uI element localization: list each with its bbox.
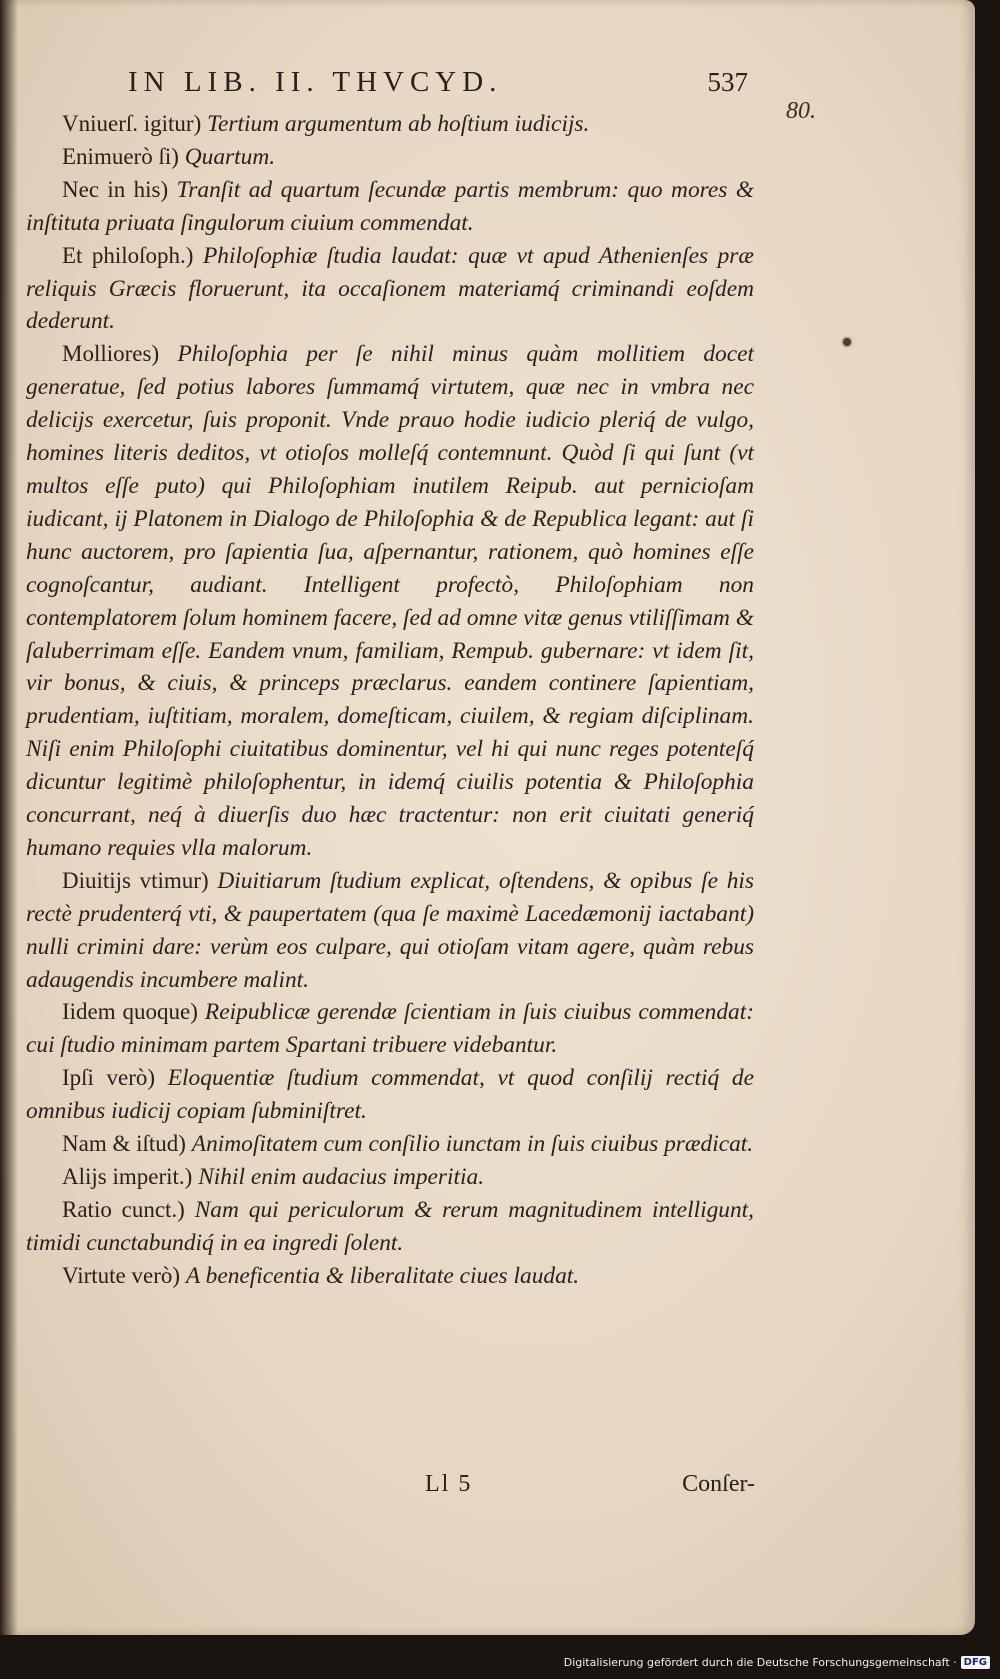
entry-lemma: Diuitijs vtimur) bbox=[62, 867, 209, 893]
entry-commentary: Eloquentiæ ſtudium commendat, vt quod conſilij rectiq́ de omnibus iudicij copiam ſubminiſtret. bbox=[26, 1065, 754, 1125]
ink-spot bbox=[843, 338, 851, 346]
page-footer bbox=[425, 1471, 755, 1498]
entry-commentary: Nam qui periculorum & rerum magnitudinem intelligunt, timidi cunctabundiq́ in ea ingredi ſolent. bbox=[26, 1196, 754, 1256]
entry-commentary: Tertium argumentum ab hoſtium iudicijs. bbox=[207, 111, 590, 137]
entry-commentary: Philoſophia per ſe nihil minus quàm mollitiem docet generatue, ſed potius labores ſummamq́ virtutem, quæ nec in vmbra nec delicijs exercetur, ſuis proponit. Vnde prauo hodie iudicio pleriq́ de vulgo, homines literis deditos, vt otioſos molleſq́ contemnunt. Quòd ſi qui ſunt (vt multos eſſe puto) qui Philoſophiam inutilem Reipub. aut pernicioſam iudicant, ij Platonem in Dialogo de Philoſophia & de Republica legant: aut ſi hunc auctorem, pro ſapientia ſua, aſpernantur, rationem, quò homines eſſe cognoſcantur, audiant. Intelligent profectò, Philoſophiam non contemplatorem ſolum hominem facere, ſed ad omne vitæ genus vtiliſſimam & ſaluberrimam eſſe. Eandem vnum, familiam, Rempub. gubernare: vt idem ſit, vir bonus, & ciuis, & princeps præclarus. eandem continere ſapientiam, prudentiam, iuſtitiam, moralem, domeſticam, ciuilem, & regiam diſciplinam. Niſi enim Philoſophi ciuitatibus dominentur, vel hi qui nunc reges potenteſq́ dicuntur legitimè philoſophentur, in idemq́ ciuilis potentia & Philoſophia concurrant, neq́ à diuerſis duo hæc tractentur: non erit ciuitati generiq́ humano requies vlla malorum. bbox=[26, 341, 754, 861]
entry-ipsi-vero bbox=[26, 1062, 754, 1128]
entry-commentary: Diuitiarum ſtudium explicat, oſtendens, & opibus ſe his rectè prudenterq́ vti, & paupertatem (qua ſe maximè Lacedæmonij iactabant) nulli crimini dare: verùm eos culpare, qui otioſam vitam agere, quàm rebus adaugendis incumbere malint. bbox=[26, 867, 754, 993]
digitization-credit bbox=[564, 1656, 990, 1669]
entry-commentary: Animoſitatem cum conſilio iunctam in ſuis ciuibus prædicat. bbox=[191, 1131, 754, 1158]
signature-mark: Ll 5 bbox=[425, 1471, 473, 1497]
running-title: IN LIB. II. THVCYD. bbox=[128, 66, 503, 98]
entry-lemma: Nam & iſtud) bbox=[62, 1131, 186, 1157]
entry-lemma: Vniuerſ. igitur) bbox=[62, 111, 202, 136]
entry-commentary: Philoſophiæ ſtudia laudat: quæ vt apud Athenienſes præ reliquis Græcis floruerunt, ita occaſionem materiamq́ criminandi eoſdem dederunt. bbox=[26, 242, 754, 335]
entry-alijs-imperit bbox=[26, 1161, 754, 1194]
entry-enimuero bbox=[26, 141, 754, 174]
page-number: 537 bbox=[707, 67, 748, 97]
entry-commentary: Tranſit ad quartum ſecundæ partis membrum: quo mores & inſtituta priuata ſingulorum ciuium commendat. bbox=[26, 176, 754, 236]
entry-diuitijs bbox=[26, 865, 754, 997]
entry-vniuers bbox=[26, 108, 754, 141]
dfg-logo-icon: DFG bbox=[961, 1656, 990, 1669]
entry-lemma: Molliores) bbox=[62, 341, 160, 367]
entry-commentary: A beneficentia & liberalitate ciues laudat. bbox=[185, 1262, 580, 1289]
page-gutter-shadow bbox=[0, 0, 18, 1635]
entry-lemma: Ipſi verò) bbox=[62, 1065, 156, 1091]
commentary-text bbox=[26, 108, 754, 1293]
margin-note: 80. bbox=[786, 98, 816, 124]
entry-lemma: Et philoſoph.) bbox=[62, 242, 194, 268]
credit-text: Digitalisierung gefördert durch die Deutsche Forschungsgemeinschaft · bbox=[563, 1656, 957, 1669]
entry-iidem bbox=[26, 996, 754, 1062]
entry-nam-istud bbox=[26, 1128, 754, 1161]
entry-commentary: Quartum. bbox=[184, 143, 276, 170]
entry-virtute-vero bbox=[26, 1260, 754, 1293]
entry-ratio-cunct bbox=[26, 1194, 754, 1260]
entry-molliores bbox=[26, 338, 754, 865]
entry-commentary: Nihil enim audacius imperitia. bbox=[198, 1164, 485, 1190]
entry-nec-in-his bbox=[26, 174, 754, 240]
entry-et-philosoph bbox=[26, 240, 754, 339]
entry-lemma: Virtute verò) bbox=[62, 1262, 181, 1288]
running-header bbox=[128, 66, 748, 99]
entry-commentary: Reipublicæ gerendæ ſcientiam in ſuis ciuibus commendat: cui ſtudio minimam partem Spartani tribuere videbantur. bbox=[26, 999, 754, 1059]
entry-lemma: Nec in his) bbox=[62, 176, 169, 202]
entry-lemma: Alijs imperit.) bbox=[62, 1164, 193, 1189]
entry-lemma: Ratio cunct.) bbox=[62, 1196, 185, 1222]
entry-lemma: Enimuerò ſi) bbox=[62, 143, 179, 169]
entry-lemma: Iidem quoque) bbox=[62, 999, 198, 1025]
catchword: Conſer- bbox=[682, 1471, 755, 1497]
